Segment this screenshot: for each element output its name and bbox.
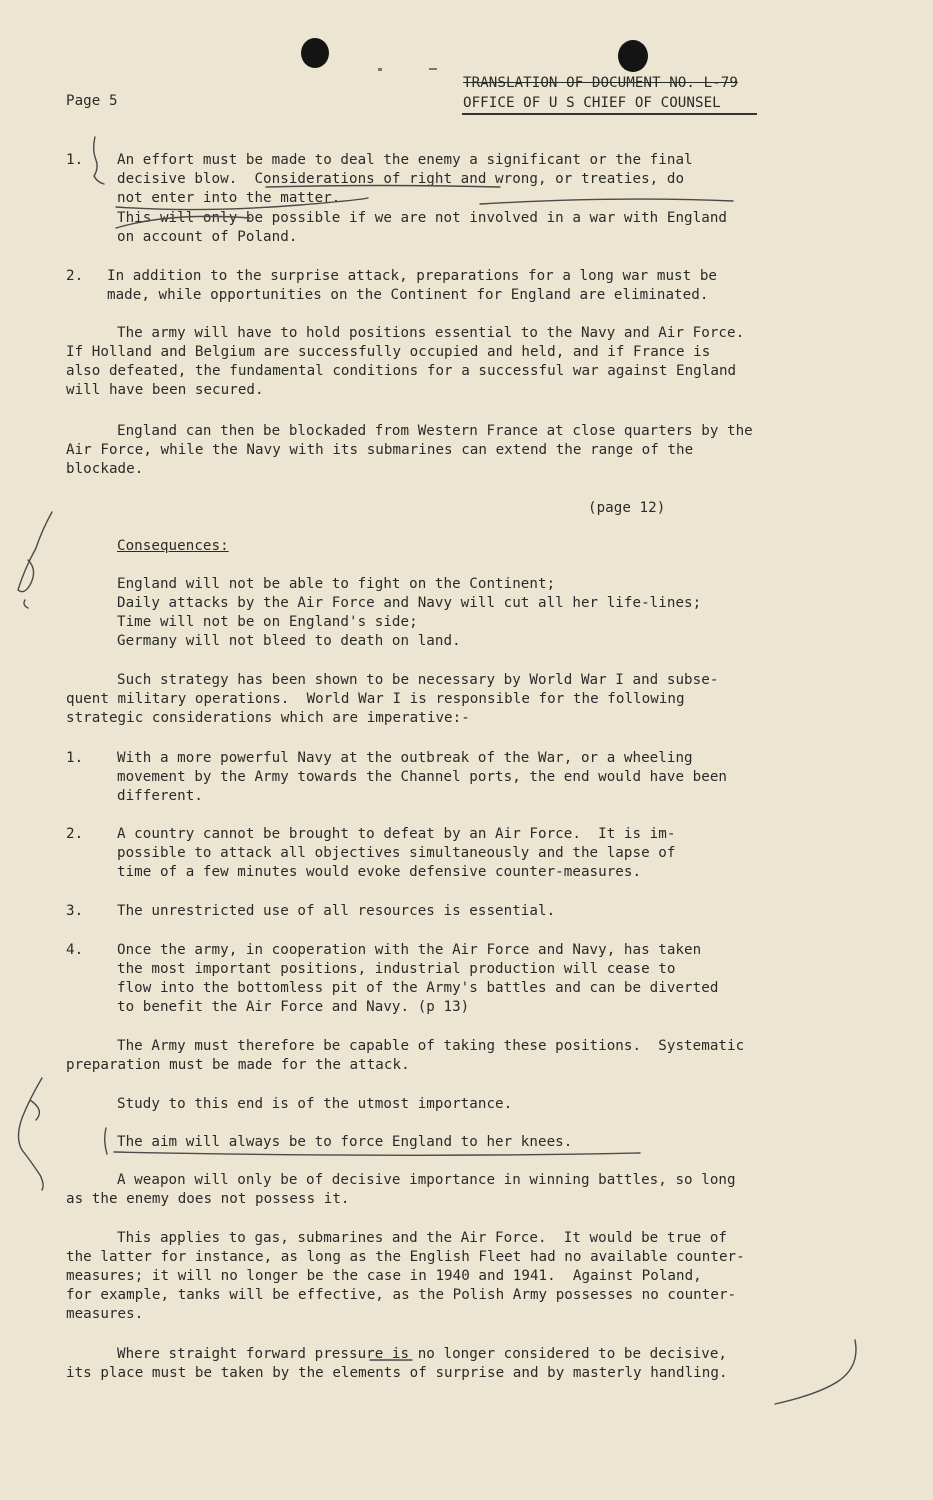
list-marker: 2. [66,268,84,284]
paragraph-line: If Holland and Belgium are successfully occupied and held, and if France is [66,344,711,360]
list-marker: 2. [66,826,84,842]
list-item-line: to benefit the Air Force and Navy. (p 13) [117,999,470,1015]
consequence-line: Germany will not bleed to death on land. [117,633,461,649]
paragraph-line: measures. [66,1306,144,1322]
paragraph-line: A weapon will only be of decisive importance in winning battles, so long [117,1172,736,1188]
underline-stroke [480,199,733,204]
paragraph-line: The army will have to hold positions essential to the Navy and Air Force. [117,325,745,341]
header-underline [462,113,757,115]
list-item-line: possible to attack all objectives simultaneously and the lapse of [117,845,676,861]
ink-speck [429,68,437,70]
paragraph-line: quent military operations. World War I is responsible for the following [66,691,685,707]
margin-bracket-mark [105,1128,107,1154]
list-item-line: movement by the Army towards the Channel ports, the end would have been [117,769,728,785]
list-item-line: The unrestricted use of all resources is essential. [117,903,556,919]
punch-hole-left [301,38,329,68]
margin-scribble [18,512,52,608]
ink-speck [378,68,382,71]
underlined-statement: The aim will always be to force England to her knees. [117,1134,573,1150]
paragraph-line: the latter for instance, as long as the English Fleet had no available counter- [66,1249,745,1265]
list-item-line: flow into the bottomless pit of the Army's battles and can be diverted [117,980,719,996]
margin-bracket-mark [94,137,104,184]
paragraph-line: Study to this end is of the utmost importance. [117,1096,513,1112]
underline-stroke [114,1152,640,1155]
paragraph-line: preparation must be made for the attack. [66,1057,410,1073]
paragraph-line: as the enemy does not possess it. [66,1191,350,1207]
paragraph-line: will have been secured. [66,382,264,398]
paragraph-line: This applies to gas, submarines and the Air Force. It would be true of [117,1230,728,1246]
paragraph-line: In addition to the surprise attack, preparations for a long war must be [107,268,718,284]
page-reference: (page 12) [588,500,666,516]
punch-hole-right [618,40,648,72]
paragraph-line: This will only be possible if we are not involved in a war with England [117,210,728,226]
paragraph-line: The Army must therefore be capable of taking these positions. Systematic [117,1038,745,1054]
list-item-line: Once the army, in cooperation with the Air Force and Navy, has taken [117,942,702,958]
list-marker: 1. [66,152,84,168]
paragraph-line: Air Force, while the Navy with its submarines can extend the range of the [66,442,694,458]
list-marker: 1. [66,750,84,766]
consequence-line: England will not be able to fight on the Continent; [117,576,556,592]
consequence-line: Daily attacks by the Air Force and Navy will cut all her life-lines; [117,595,702,611]
paragraph-line: for example, tanks will be effective, as the Polish Army possesses no counter- [66,1287,737,1303]
paragraph-line: its place must be taken by the elements of surprise and by masterly handling. [66,1365,728,1381]
consequence-line: Time will not be on England's side; [117,614,418,630]
paragraph-line: Where straight forward pressure is no longer considered to be decisive, [117,1346,728,1362]
paragraph-line: measures; it will no longer be the case in 1940 and 1941. Against Poland, [66,1268,702,1284]
margin-bracket-mark [775,1340,856,1404]
office-line: OFFICE OF U S CHIEF OF COUNSEL [463,95,721,111]
list-item-line: different. [117,788,203,804]
page-number: Page 5 [66,93,118,109]
list-item-line: time of a few minutes would evoke defensive counter-measures. [117,864,642,880]
list-marker: 4. [66,942,84,958]
paragraph-line: decisive blow. Considerations of right and wrong, or treaties, do [117,171,685,187]
paragraph-line: on account of Poland. [117,229,298,245]
section-heading: Consequences: [117,538,229,554]
paragraph-line: not enter into the matter. [117,190,341,206]
paragraph-line: Such strategy has been shown to be necessary by World War I and subse- [117,672,719,688]
paragraph-line: An effort must be made to deal the enemy a significant or the final [117,152,693,168]
paragraph-line: England can then be blockaded from Western France at close quarters by the [117,423,753,439]
list-marker: 3. [66,903,84,919]
paragraph-line: strategic considerations which are imperative:- [66,710,470,726]
paragraph-line: blockade. [66,461,144,477]
paragraph-line: also defeated, the fundamental conditions for a successful war against England [66,363,737,379]
list-item-line: A country cannot be brought to defeat by an Air Force. It is im- [117,826,676,842]
paragraph-line: made, while opportunities on the Continent for England are eliminated. [107,287,709,303]
margin-scribble [19,1078,44,1190]
list-item-line: the most important positions, industrial production will cease to [117,961,676,977]
document-title-line: TRANSLATION OF DOCUMENT NO. L-79 [463,75,738,91]
list-item-line: With a more powerful Navy at the outbreak of the War, or a wheeling [117,750,693,766]
